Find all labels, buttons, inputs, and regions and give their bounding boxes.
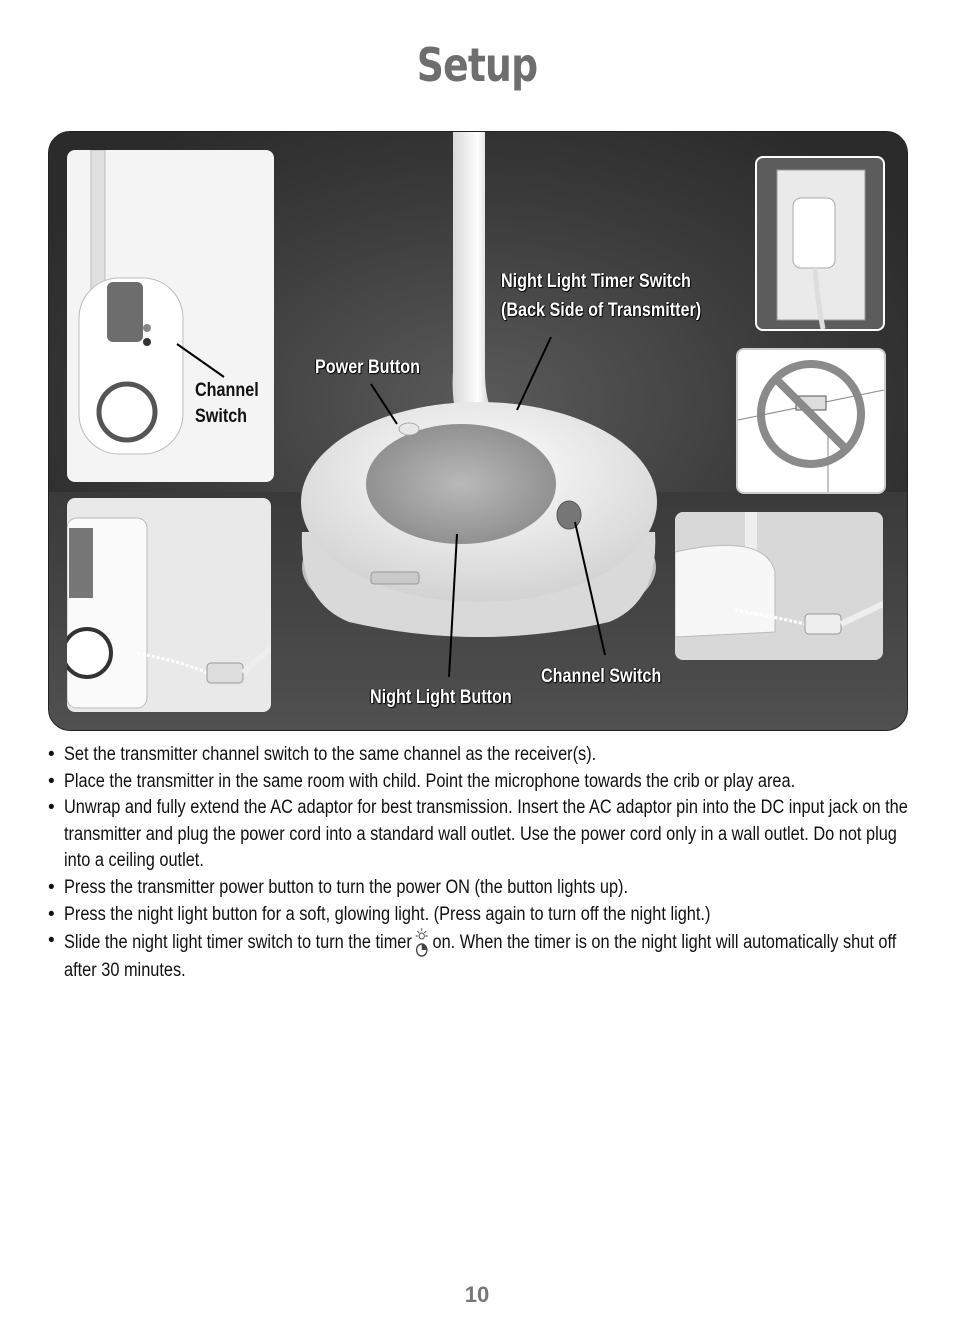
label-power-button: Power Button: [315, 357, 420, 378]
label-night-light-button: Night Light Button: [370, 687, 512, 708]
list-item: • Place the transmitter in the same room with child. Point the microphone towards the crib or play area.: [48, 770, 796, 792]
list-item: • Set the transmitter channel switch to the same channel as the receiver(s).: [48, 744, 597, 765]
list-item: • Slide the night light timer switch to turn the timer on. When the timer is on the night light will automatically shut off after 30 minutes.: [48, 930, 897, 982]
timer-text-before: Slide the night light timer switch to turn the timer: [64, 932, 412, 954]
timer-icon: [414, 928, 429, 958]
setup-instructions: [48, 742, 918, 985]
timer-text-after: on. When the timer is on the night light will automatically shut off after 30 minutes.: [64, 932, 897, 982]
setup-illustration: [48, 131, 908, 731]
list-item: • Press the transmitter power button to turn the power ON (the button lights up).: [48, 876, 629, 898]
label-channel-switch: Channel Switch: [541, 666, 662, 687]
list-item: • Unwrap and fully extend the AC adaptor for best transmission. Insert the AC adaptor pin into the DC input jack on the transmitter and plug the power cord into a standard wall outlet. Use the power cord only in a wall outlet. Do not plug into a ceiling outlet.: [48, 797, 908, 872]
label-night-light-timer-switch: Night Light Timer Switch (Back Side of Transmitter): [501, 271, 702, 321]
list-item: • Press the night light button for a soft, glowing light. (Press again to turn off the night light.): [48, 903, 711, 925]
label-channel-switch-left: Channel Switch: [195, 380, 259, 427]
page-title: Setup: [416, 38, 538, 92]
main-callout-lines: [49, 132, 907, 730]
page-number: 10: [464, 1282, 490, 1307]
